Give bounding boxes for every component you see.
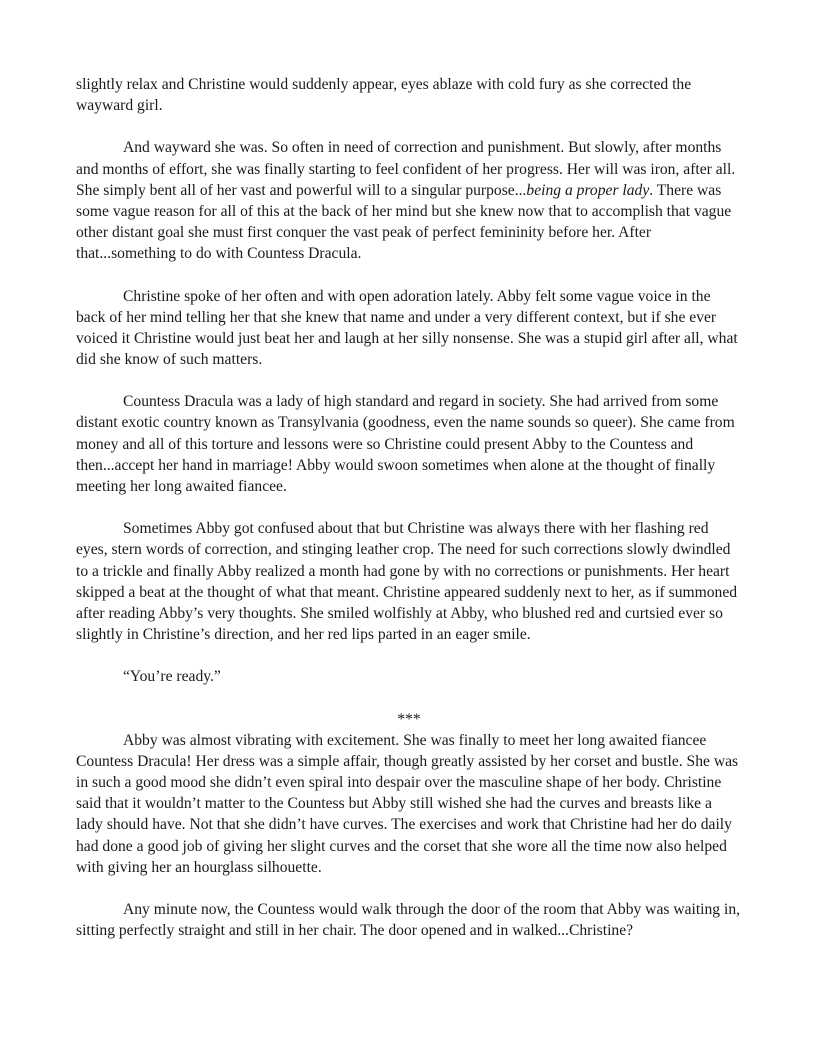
paragraph-5: “You’re ready.” [123, 668, 221, 686]
paragraph-2: Christine spoke of her often and with open adoration lately. Abby felt some vague voice in the back of her mind telling her that she knew that name and under a very different context, but if she ever voiced it Christine would just beat her and laugh at her silly nonsense. She was a stupid girl after all, what did she know of such matters. [76, 287, 738, 368]
paragraph-1-text-b: . There was some vague reason for all of this at the back of her mind but she knew now that to accomplish that vague other distant goal she must first conquer the vast peak of perfect femininity before her. After that...something to do with Countess Dracula. [76, 181, 732, 263]
scene-break: *** [397, 710, 421, 728]
paragraph-1-italic: being a proper lady [526, 181, 650, 199]
paragraph-3: Countess Dracula was a lady of high standard and regard in society. She had arrived from some distant exotic country known as Transylvania (goodness, even the name sounds so queer). She came from money and all of this torture and lessons were so Christine could present Abby to the Countess and then...accept her hand in marriage! Abby would swoon sometimes when alone at the thought of finally meeting her long awaited fiancee. [76, 393, 735, 495]
paragraph-0: slightly relax and Christine would suddenly appear, eyes ablaze with cold fury as she corrected the wayward girl. [76, 76, 692, 115]
paragraph-1-text-a: And wayward she was. So often in need of correction and punishment. But slowly, after months and months of effort, she was finally starting to feel confident of her progress. Her will was iron, after all. She simply bent all of her vast and powerful will to a singular purpose... [76, 139, 736, 199]
paragraph-6: Abby was almost vibrating with excitement. She was finally to meet her long awaited fiancee Countess Dracula! Her dress was a simple affair, though greatly assisted by her corset and bustle. She was in such a good mood she didn’t even spiral into despair over the masculine shape of her body. Christine said that it wouldn’t matter to the Countess but Abby still wished she had the curves and breasts like a lady should have. Not that she didn’t have curves. The exercises and work that Christine had her do daily had done a good job of giving her slight curves and the corset that she wore all the time now also helped with giving her an hourglass silhouette. [76, 731, 739, 876]
paragraph-7: Any minute now, the Countess would walk through the door of the room that Abby was waiting in, sitting perfectly straight and still in her chair. The door opened and in walked...Christine? [76, 900, 741, 940]
paragraph-4: Sometimes Abby got confused about that but Christine was always there with her flashing red eyes, stern words of correction, and stinging leather crop. The need for such corrections slowly dwindled to a trickle and finally Abby realized a month had gone by with no corrections or punishments. Her heart skipped a beat at the thought of what that meant. Christine appeared suddenly next to her, as if summoned after reading Abby’s very thoughts. She smiled wolfishly at Abby, who blushed red and curtsied ever so slightly in Christine’s direction, and her red lips parted in an eager smile. [76, 520, 738, 643]
document-page [76, 74, 742, 941]
paragraph-1 [76, 137, 742, 264]
